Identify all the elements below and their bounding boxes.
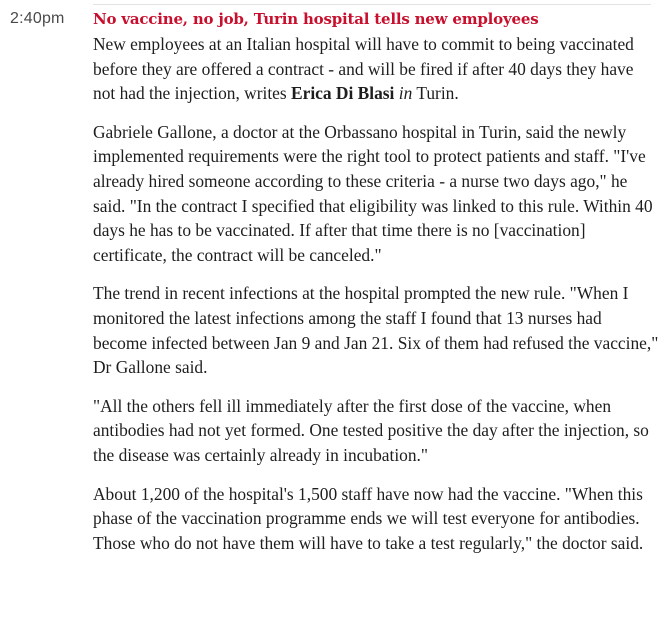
paragraph-5: About 1,200 of the hospital's 1,500 staff have now had the vaccine. "When this phase of the vaccination programme ends we will test everyone for antibodies. Those who do not have them will have to take a test regularly," the doctor said.: [93, 483, 644, 553]
post-timestamp: 2:40pm: [10, 10, 65, 27]
paragraph-2: Gabriele Gallone, a doctor at the Orbassano hospital in Turin, said the newly implemented requirements were the right tool to protect patients and staff. "I've already hired someone according to these criteria - a nurse two days ago," he said. "In the contract I specified that eligibility was linked to this rule. Within 40 days he has to be vaccinated. If after that time there is no [vaccination] certificate, the contract will be canceled.": [93, 121, 653, 265]
post-content: [93, 0, 659, 569]
post-headline: No vaccine, no job, Turin hospital tells new employees: [93, 10, 539, 28]
paragraph-1-text: New employees at an Italian hospital will have to commit to being vaccinated before they are offered a contract - and will be fired if after 40 days they have not had the injection, writes: [93, 34, 634, 104]
byline-in-word: in: [398, 83, 413, 104]
paragraph-3: The trend in recent infections at the hospital prompted the new rule. "When I monitored the latest infections among the staff I found that 13 nurses had become infected between Jan 9 and Jan 21. Six of them had refused the vaccine," Dr Gallone said.: [93, 283, 659, 378]
paragraph-4: "All the others fell ill immediately after the first dose of the vaccine, when antibodies had not yet formed. One tested positive the day after the injection, so the disease was certainly already in incubation.": [93, 395, 649, 465]
author-name: Erica Di Blasi: [291, 83, 395, 104]
paragraph-1: [93, 32, 659, 106]
byline-location: Turin.: [412, 83, 459, 104]
